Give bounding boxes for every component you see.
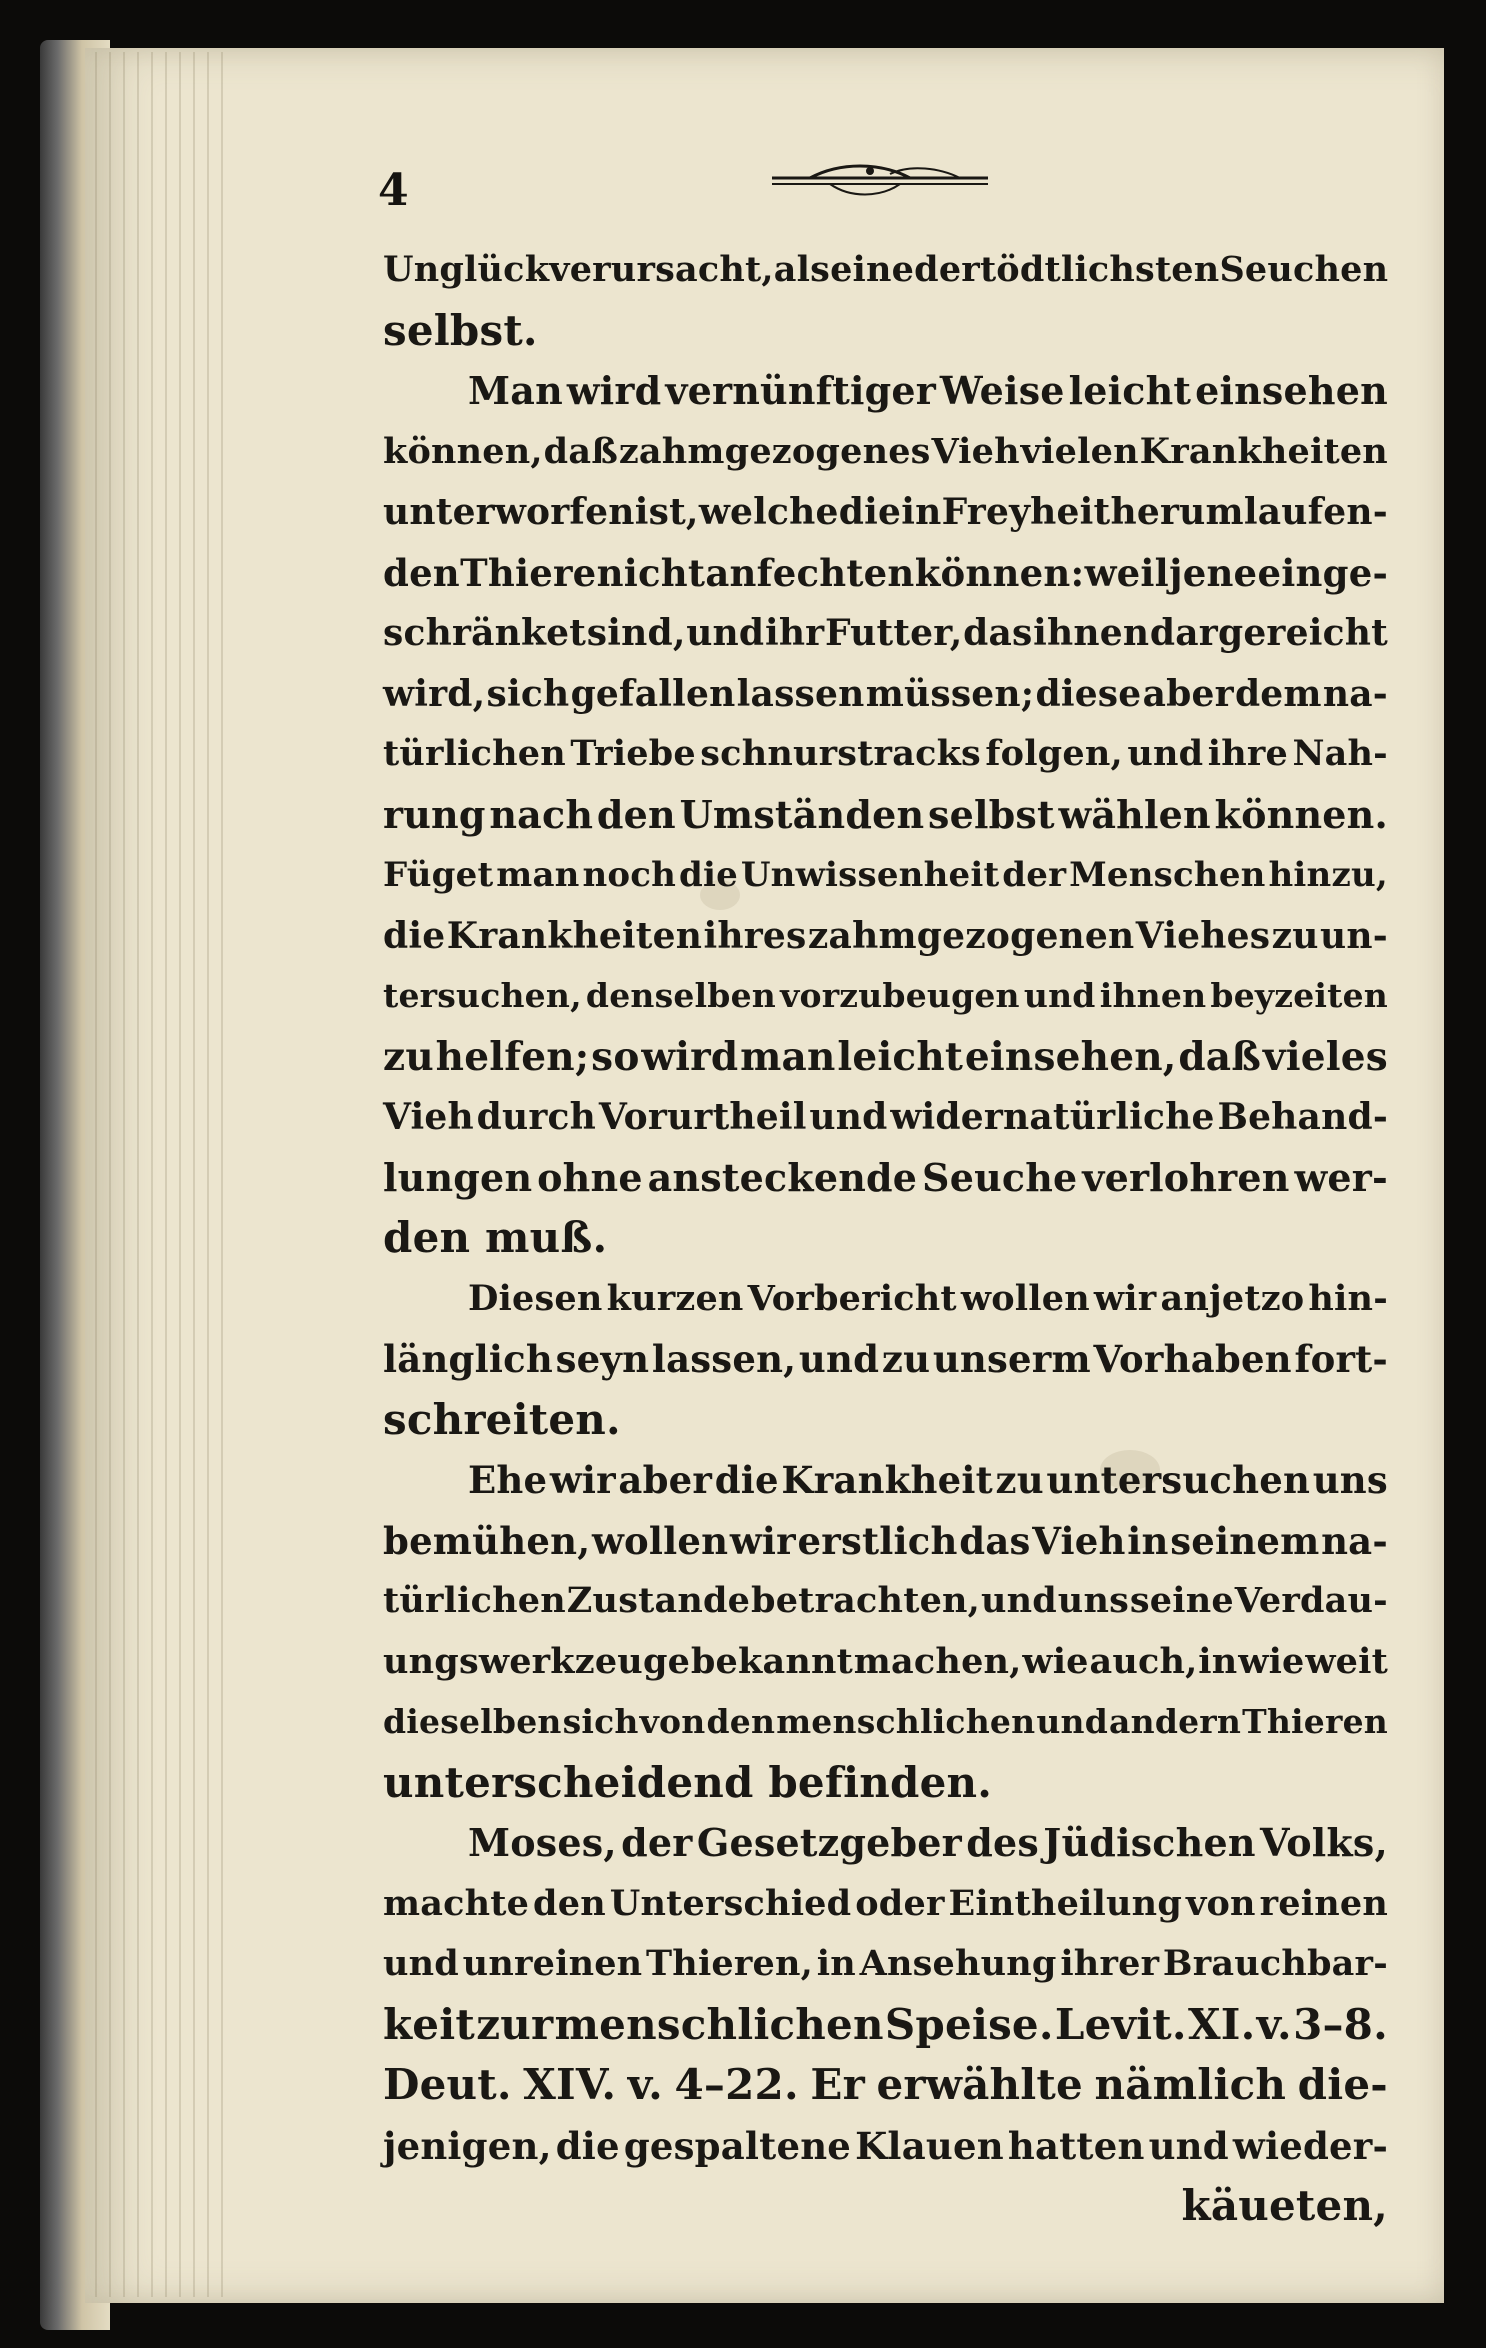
ornament-icon [770, 158, 990, 204]
body-text [383, 240, 1388, 2237]
text-line: unterscheidend befinden. [383, 1757, 993, 1807]
background-edge [1444, 0, 1486, 2348]
text-line: lungen ohne ansteckende Seuche verlohren wer- [383, 1154, 1388, 1200]
text-line: wird, sich gefallen lassen müssen; diese aber dem na- [383, 672, 1388, 715]
text-line: unterworfen ist, welche die in Freyheit herumlaufen- [383, 491, 1388, 533]
catchword: käueten, [1181, 2181, 1388, 2230]
text-line: dieselben sich von den menschlichen und andern Thieren [383, 1702, 1388, 1741]
text-line: jenigen, die gespaltene Klauen hatten und wieder- [383, 2123, 1388, 2168]
text-line: zu helfen; so wird man leicht einsehen, daß vieles [383, 1033, 1388, 1080]
text-line: Unglück verursacht, als eine der tödtlichsten Seuchen [383, 249, 1389, 290]
text-line: Vieh durch Vorurtheil und widernatürliche Behand- [383, 1096, 1388, 1138]
text-line: türlichen Triebe schnurstracks folgen, und ihre Nah- [383, 733, 1388, 774]
page-number: 4 [378, 165, 409, 216]
text-line: den Thiere nicht anfechten können: weil jene einge- [383, 550, 1388, 595]
text-line: machte den Unterschied oder Eintheilung von reinen [383, 1882, 1388, 1924]
text-line: Moses, der Gesetzgeber des Jüdischen Volks, [468, 1820, 1388, 1865]
text-line: die Krankheiten ihres zahmgezogenen Viehes zu un- [383, 914, 1388, 957]
text-line: türlichen Zustande betrachten, und uns seine Verdau- [383, 1580, 1388, 1621]
text-line: Man wird vernünftiger Weise leicht einsehen [468, 368, 1388, 413]
text-line: Ehe wir aber die Krankheit zu untersuchen uns [468, 1458, 1388, 1502]
text-line: Deut. XIV. v. 4–22. Er erwählte nämlich die- [383, 2060, 1388, 2109]
text-line: schränket sind, und ihr Futter, das ihnen dargereicht [383, 612, 1388, 654]
text-line: ungswerkzeuge bekannt machen, wie auch, in wie weit [383, 1640, 1388, 1682]
page-edges [95, 52, 225, 2297]
text-line: bemühen, wollen wir erstlich das Vieh in seinem na- [383, 1518, 1388, 1563]
text-line: schreiten. [383, 1394, 621, 1444]
text-line: können, daß zahmgezogenes Vieh vielen Krankheiten [383, 430, 1388, 472]
text-line: den muß. [383, 1213, 608, 1262]
text-line: Füget man noch die Unwissenheit der Menschen hinzu, [383, 855, 1388, 895]
text-line: keit zur menschlichen Speise. Levit. XI. v. 3–8. [383, 1999, 1388, 2049]
text-line: tersuchen, denselben vorzubeugen und ihnen beyzeiten [383, 976, 1388, 1015]
text-line: rung nach den Umständen selbst wählen können. [383, 791, 1388, 837]
text-line: selbst. [383, 305, 538, 355]
text-line: und unreinen Thieren, in Ansehung ihrer Brauchbar- [383, 1943, 1388, 1984]
text-line: länglich seyn lassen, und zu unserm Vorhaben fort- [383, 1337, 1388, 1381]
text-line: Diesen kurzen Vorbericht wollen wir anjetzo hin- [468, 1277, 1388, 1319]
